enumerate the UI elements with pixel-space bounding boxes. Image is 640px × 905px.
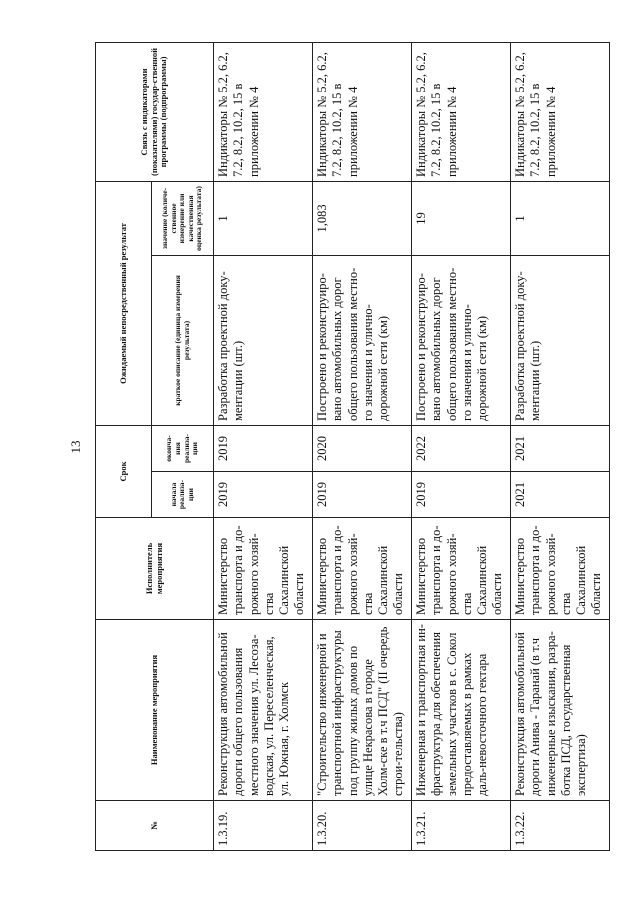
header-term-end: оконча-ния реализа-ции <box>152 425 214 471</box>
cell-end: 2022 <box>412 425 511 471</box>
header-term-start: начала реализа-ции <box>152 472 214 518</box>
cell-name: Реконструкция автомобильной дороги Анива - Таранай (в т.ч инженерные изыскания, разра-ботка ПСД, государственная экспертиза) <box>511 620 610 801</box>
cell-value: 1 <box>511 181 610 255</box>
cell-start: 2019 <box>313 472 412 518</box>
cell-link: Индикаторы № 5.2, 6.2, 7.2, 8.2, 10.2, 15 в приложении № 4 <box>511 42 610 181</box>
table-row <box>214 42 313 850</box>
cell-executor: Министерство транспорта и до-рожного хозяй-ства Сахалинской области <box>511 518 610 620</box>
table-row <box>511 42 610 850</box>
header-term: Срок <box>96 425 152 517</box>
header-name: Наименование мероприятия <box>96 620 214 801</box>
header-link: Связь с индикаторами (показателями) государ-ственной программы (подпрограммы) <box>96 42 214 181</box>
cell-name: "Строительство инженерной и транспортной инфраструктуры под группу жилых домов по улице Некрасова в городе Холм-ске в т.ч ПСД" (II очередь строи-тельства) <box>313 620 412 801</box>
table-row <box>313 42 412 850</box>
header-expected-desc: краткое описание (единица измерения результата) <box>152 255 214 425</box>
cell-desc: Разработка проектной доку-ментации (шт.) <box>214 255 313 425</box>
cell-num: 1.3.19. <box>214 801 313 851</box>
cell-link: Индикаторы № 5.2, 6.2, 7.2, 8.2, 10.2, 15 в приложении № 4 <box>313 42 412 181</box>
rotated-table-container <box>95 43 610 851</box>
measures-table <box>95 42 610 851</box>
cell-num: 1.3.22. <box>511 801 610 851</box>
header-executor: Исполнитель мероприятия <box>96 518 214 620</box>
cell-name: Реконструкция автомобильной дороги общего пользования местного значения ул. Лесоза-водская, ул. Переселенческая, ул. Южная, г. Холмск <box>214 620 313 801</box>
header-num: № <box>96 801 214 851</box>
header-expected-value: значение (количе-ственное измерение или качественная оценка результата) <box>152 181 214 255</box>
cell-desc: Построено и реконструиро-вано автомобильных дорог общего пользования местно-го значения и улично-дорожной сети (км) <box>412 255 511 425</box>
cell-end: 2020 <box>313 425 412 471</box>
cell-executor: Министерство транспорта и до-рожного хозяй-ства Сахалинской области <box>313 518 412 620</box>
cell-executor: Министерство транспорта и до-рожного хозяй-ства Сахалинской области <box>412 518 511 620</box>
cell-start: 2019 <box>412 472 511 518</box>
header-expected: Ожидаемый непосредственный результат <box>96 181 152 425</box>
cell-end: 2021 <box>511 425 610 471</box>
header-row-1 <box>96 42 152 850</box>
cell-start: 2021 <box>511 472 610 518</box>
cell-start: 2019 <box>214 472 313 518</box>
cell-num: 1.3.20. <box>313 801 412 851</box>
cell-executor: Министерство транспорта и до-рожного хозяй-ства Сахалинской области <box>214 518 313 620</box>
cell-value: 1,083 <box>313 181 412 255</box>
cell-desc: Разработка проектной доку-ментации (шт.) <box>511 255 610 425</box>
cell-value: 19 <box>412 181 511 255</box>
cell-name: Инженерная и транспортная ин-фраструктура для обеспечения земельных участков в с. Сокол предоставляемых в рамках даль-невосточного гектара <box>412 620 511 801</box>
cell-num: 1.3.21. <box>412 801 511 851</box>
cell-end: 2019 <box>214 425 313 471</box>
cell-link: Индикаторы № 5.2, 6.2, 7.2, 8.2, 10.2, 15 в приложении № 4 <box>214 42 313 181</box>
page-number: 13 <box>68 440 83 454</box>
cell-desc: Построено и реконструиро-вано автомобильных дорог общего пользования местно-го значения и улично-дорожной сети (км) <box>313 255 412 425</box>
cell-link: Индикаторы № 5.2, 6.2, 7.2, 8.2, 10.2, 15 в приложении № 4 <box>412 42 511 181</box>
table-row <box>412 42 511 850</box>
cell-value: 1 <box>214 181 313 255</box>
